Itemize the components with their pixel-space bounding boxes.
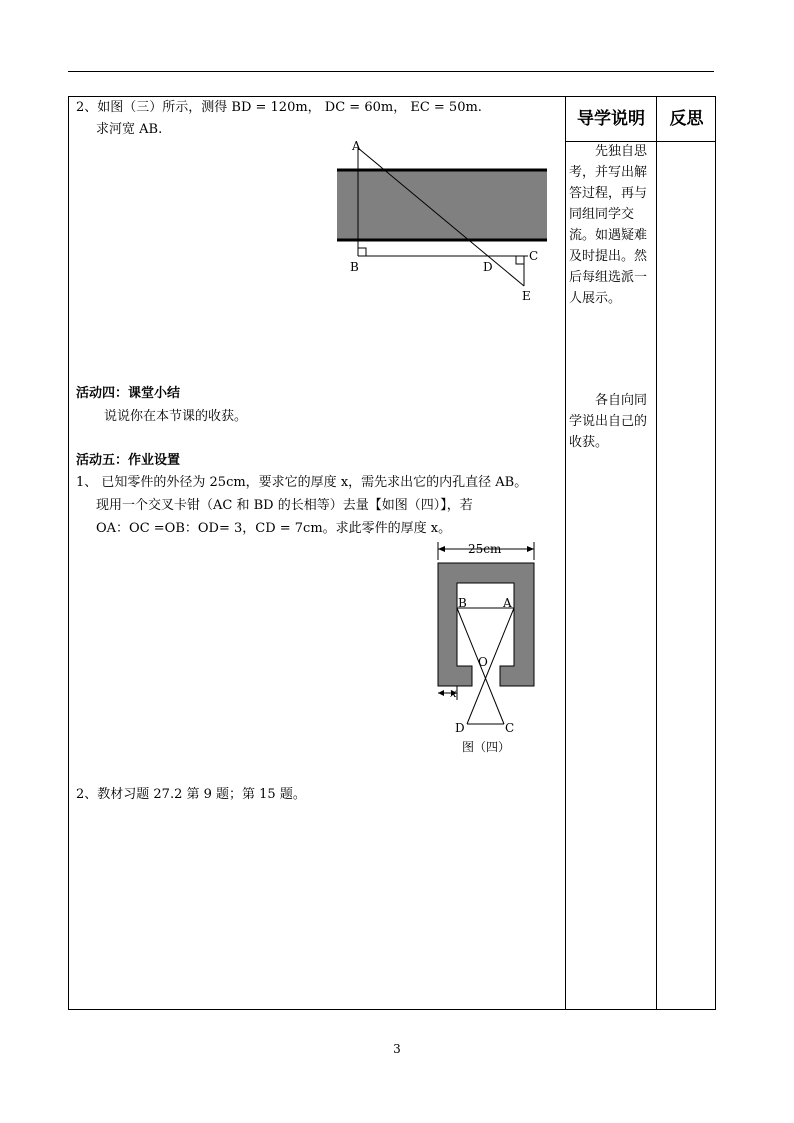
column-divider-main	[565, 97, 566, 1009]
reflect-column-header: 反思	[669, 109, 704, 129]
right-angle-b	[358, 248, 366, 256]
point-b-label: B	[350, 260, 359, 274]
caliper-figure	[430, 538, 545, 758]
top-rule	[68, 71, 714, 72]
right-angle-c	[516, 256, 524, 264]
caliper-point-b-label: B	[458, 596, 467, 610]
caliper-point-d-label: D	[455, 721, 465, 735]
activity5-title: 活动五：作业设置	[76, 453, 181, 468]
point-c-label: C	[529, 249, 539, 263]
homework1-line3: OA：OC =OB：OD= 3，CD = 7cm。求此零件的厚度 x。	[96, 521, 452, 536]
thickness-x-label: x	[450, 686, 457, 700]
guide-note-1: 先独自思考，并写出解答过程，再与同组同学交流。如遇疑难及时提出。然后每组选派一人展示。	[569, 144, 648, 306]
point-d-label: D	[483, 260, 493, 274]
guide-column-header: 导学说明	[577, 109, 645, 129]
dim-arrow-left	[438, 546, 445, 552]
river-figure	[330, 138, 560, 308]
problem2-question: 求河宽 AB.	[96, 122, 163, 137]
page-number: 3	[393, 1042, 401, 1056]
figure4-caption: 图（四）	[462, 740, 511, 754]
activity4-title: 活动四：课堂小结	[76, 386, 181, 401]
guide-note-2: 各自向同学说出自己的收获。	[569, 393, 648, 450]
problem2-statement: 2、如图（三）所示，测得 BD = 120m， DC = 60m， EC = 50m.	[76, 100, 482, 115]
caliper-point-a-label: A	[503, 596, 512, 610]
point-a-label: A	[352, 139, 361, 153]
activity4-text: 说说你在本节课的收获。	[104, 409, 248, 424]
width-label: 25cm	[468, 542, 502, 556]
river-band	[337, 170, 547, 240]
thickness-arrow-left	[438, 690, 444, 696]
dim-arrow-right	[527, 546, 534, 552]
homework2: 2、教材习题 27.2 第 9 题；第 15 题。	[76, 787, 306, 802]
homework1-line2: 现用一个交叉卡钳（AC 和 BD 的长相等）去量【如图（四）】，若	[96, 498, 473, 513]
caliper-point-o-label: O	[478, 655, 488, 669]
homework1-line1: 1、 已知零件的外径为 25cm，要求它的厚度 x，需先求出它的内孔直径 AB。	[76, 475, 528, 490]
caliper-point-c-label: C	[505, 721, 515, 735]
point-e-label: E	[522, 289, 531, 303]
column-divider-guide	[656, 97, 657, 1009]
